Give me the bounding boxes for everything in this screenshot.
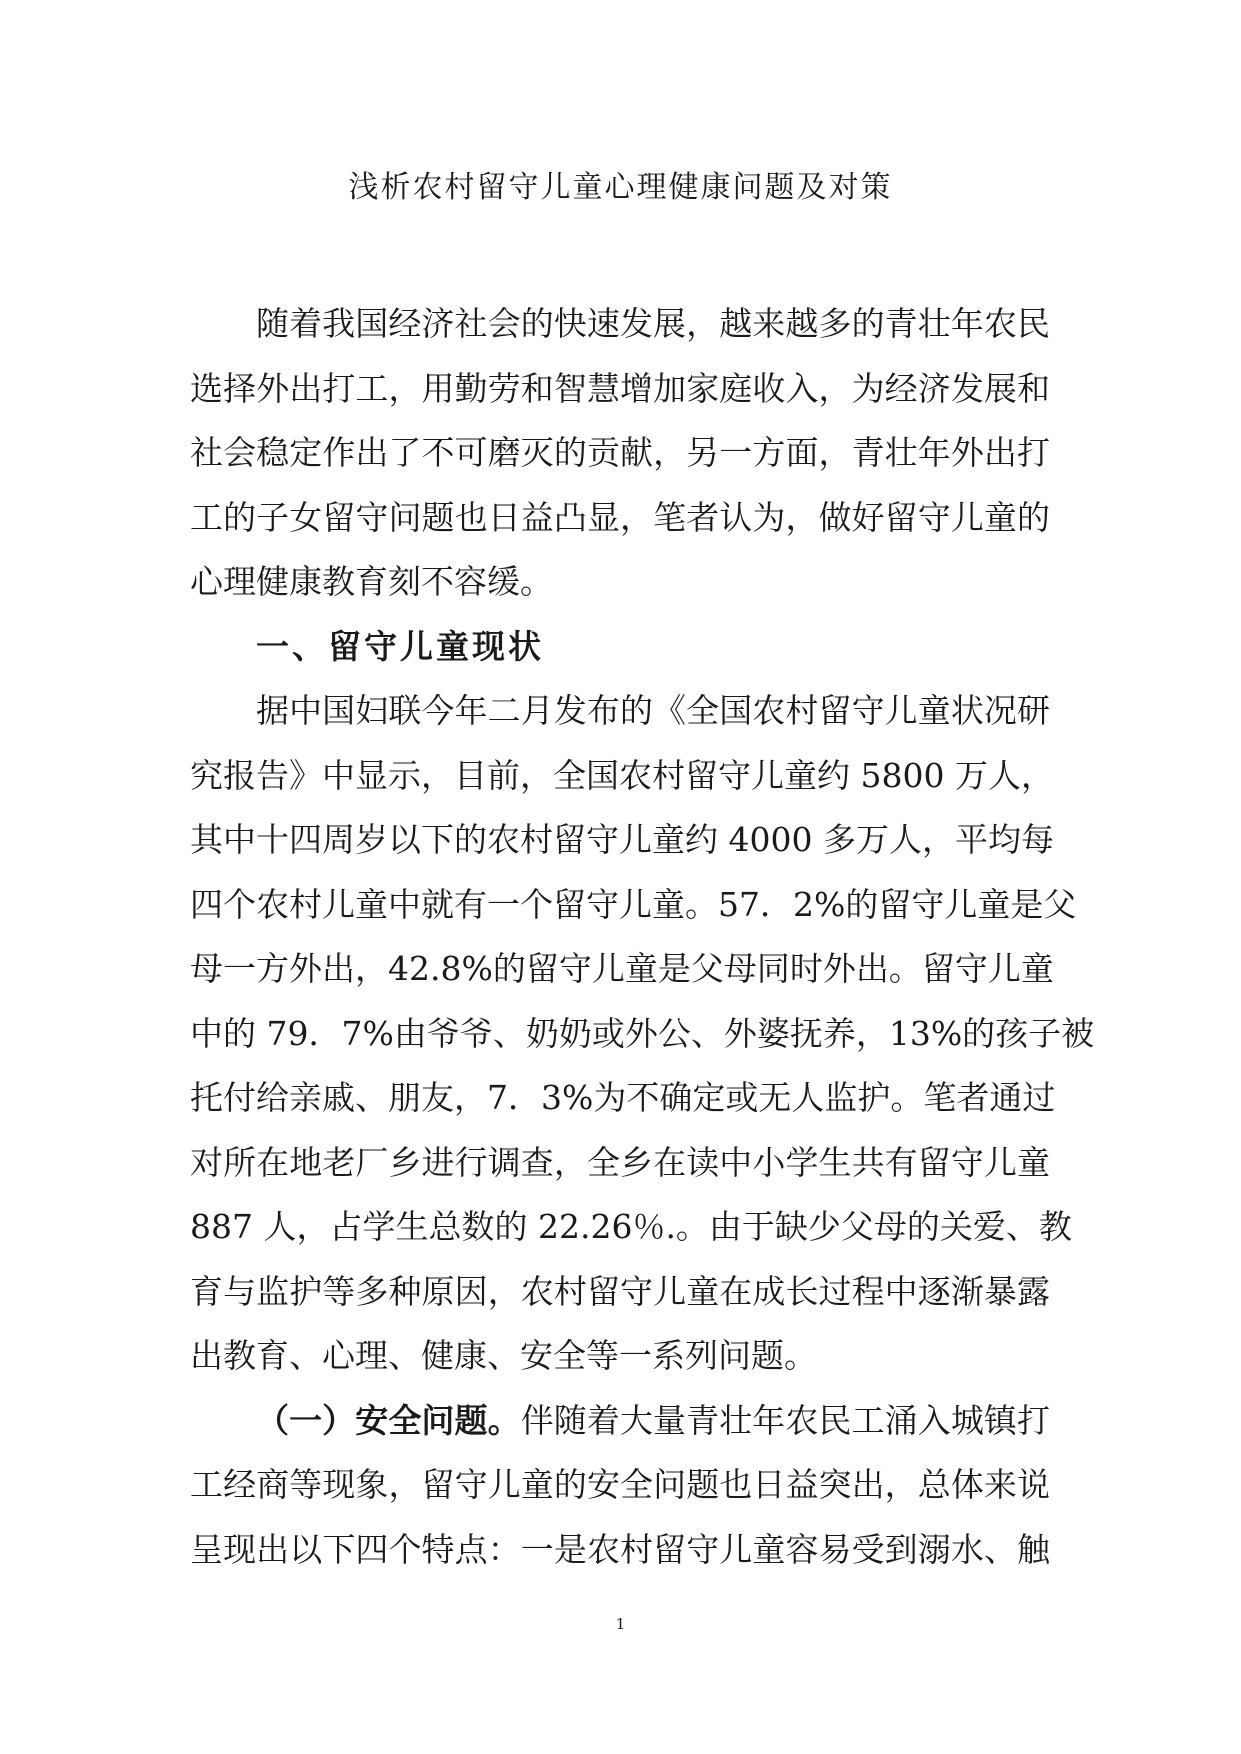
paragraph-line: 出教育、心理、健康、安全等一系列问题。	[190, 1336, 817, 1375]
paragraph-line: 887 人，占学生总数的 22.26％.。由于缺少父母的关爱、教	[190, 1207, 1072, 1246]
paragraph-line: 中的 79．7%由爷爷、奶奶或外公、外婆抚养，13%的孩子被	[190, 1013, 1095, 1053]
paragraph-line: 心理健康教育刻不容缓。	[190, 562, 553, 601]
paragraph-line: 工经商等现象，留守儿童的安全问题也日益突出，总体来说	[190, 1465, 1050, 1504]
paragraph-line: 其中十四周岁以下的农村留守儿童约 4000 多万人，平均每	[190, 820, 1054, 859]
paragraph-line: 对所在地老厂乡进行调查，全乡在读中小学生共有留守儿童	[190, 1142, 1050, 1182]
document-title: 浅析农村留守儿童心理健康问题及对策	[348, 170, 893, 205]
subsection-line	[190, 1389, 1050, 1454]
document-body	[190, 292, 1095, 1582]
paragraph-line: 母一方外出，42.8%的留守儿童是父母同时外出。留守儿童	[190, 949, 1054, 988]
paragraph-line: 呈现出以下四个特点：一是农村留守儿童容易受到溺水、触	[190, 1529, 1050, 1569]
paragraph-line: 社会稳定作出了不可磨灭的贡献，另一方面，青壮年外出打	[190, 433, 1050, 472]
section-heading: 一、留守儿童现状	[256, 626, 544, 666]
paragraph-line: 究报告》中显示，目前，全国农村留守儿童约 5800 万人，	[190, 755, 1054, 795]
paragraph-text: 伴随着大量青壮年农民工涌入城镇打	[520, 1400, 1051, 1440]
paragraph-line: 育与监护等多种原因，农村留守儿童在成长过程中逐渐暴露	[190, 1271, 1050, 1311]
paragraph-line: 据中国妇联今年二月发布的《全国农村留守儿童状况研	[256, 691, 1050, 730]
subsection-heading: （一）安全问题。	[256, 1400, 521, 1440]
paragraph-line: 工的子女留守问题也日益凸显，笔者认为，做好留守儿童的	[190, 497, 1050, 537]
paragraph-line: 选择外出打工，用勤劳和智慧增加家庭收入，为经济发展和	[190, 368, 1050, 408]
paragraph-line: 托付给亲戚、朋友，7．3%为不确定或无人监护。笔者通过	[190, 1078, 1056, 1117]
paragraph-line: 随着我国经济社会的快速发展，越来越多的青壮年农民	[256, 304, 1050, 343]
paragraph-line: 四个农村儿童中就有一个留守儿童。57．2%的留守儿童是父	[190, 884, 1077, 924]
page-number: 1	[615, 1615, 626, 1633]
